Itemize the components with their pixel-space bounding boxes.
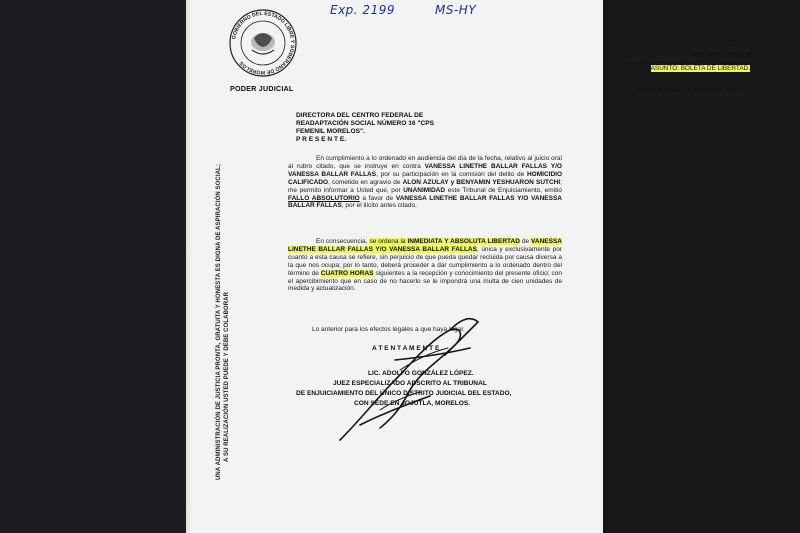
closing-line: Lo anterior para los efectos legales a que haya lugar. — [312, 326, 465, 333]
p1-text-4: ; me permito informar a Usted que, por — [288, 178, 562, 194]
p2-text-2: de — [519, 238, 532, 245]
p2-text-1: En consecuencia, — [316, 238, 370, 245]
p1-victims: ALON AZULAY y BENYAMIN YESHUARON SUTCHI — [402, 178, 561, 186]
p1-text-2: , por su participación en la comisión del delito de — [376, 170, 527, 178]
background-right — [600, 0, 800, 533]
background-left — [0, 0, 200, 533]
sidebar-motto-line2: A SU REALIZACIÓN USTED PUEDE Y DEBE COLABORAR — [224, 291, 231, 462]
signature-atentamente: A T E N T A M E N T E — [372, 345, 440, 352]
asunto — [651, 65, 750, 72]
p1-text-1: En cumplimiento a lo ordenado en audiencia del día de la fecha, relativo al juicio oral al rubro citado, que se instruye en contra — [288, 155, 562, 170]
svg-text:GOBIERNO DEL ESTADO LIBRE Y SO: GOBIERNO DEL ESTADO LIBRE Y SOBERANO DE MORELOS — [231, 10, 296, 76]
sidebar-motto — [215, 120, 232, 480]
asunto-text: ASUNTO: BOLETA DE LIBERTAD. — [650, 65, 750, 72]
state-seal-logo — [228, 8, 298, 78]
handwritten-note: MS-HY — [435, 3, 477, 17]
p1-text-3: , cometido en agravio de — [328, 178, 403, 186]
signer-role-line3: CON SEDE EN JOJUTLA, MORELOS. — [354, 400, 471, 407]
p1-unanimity: UNANIMIDAD — [403, 186, 446, 194]
p2-deadline: CUATRO HORAS — [320, 269, 374, 277]
p1-defendant: VANESSA LINETHE BALLAR FALLAS Y/O VANESSA BALLAR FALLAS — [288, 162, 562, 178]
p1-text-7: , por el ilícito antes citado. — [341, 202, 417, 210]
paragraph-libertad — [288, 238, 562, 293]
document-date: Jojutla, Morelos, 11 de octubre de 2024. — [636, 91, 750, 98]
sidebar-motto-line1: UNA ADMINISTRACIÓN DE JUSTICIA PRONTA, GRATUITA Y HONESTA ES DIGNA DE ASPIRACIÓN SOCIAL; — [216, 164, 222, 480]
signer-role-line2: DE ENJUICIAMIENTO DEL ÚNICO DISTRITO JUDICIAL DEL ESTADO, — [296, 390, 512, 397]
carpeta-administrativa: CARPETA ADMINISTRATIVA: JOJ/019/2023 — [623, 56, 750, 63]
p1-text-5: este Tribunal de Enjuiciamiento, emitió — [445, 186, 562, 194]
p2-defendant: VANESSA LINETHE BALLAR FALLAS Y/O VANESSA BALLAR FALLAS — [288, 238, 562, 253]
oficio-number: Oficio Núm. 07874/24 — [688, 47, 750, 54]
addressee-block — [296, 112, 434, 144]
p2-highlight-1: se ordena la — [369, 238, 408, 245]
p1-verdict: FALLO ABSOLUTORIO — [288, 194, 360, 202]
p1-text-6: a favor de — [359, 194, 396, 202]
p2-text-4: siguientes a la recepción y conocimiento del presente oficio; con el apercibimiento que en caso de no hacerlo se le impondrá una multa de cien unidades de medida y actualización. — [288, 269, 562, 293]
handwritten-expediente: Exp. 2199 — [330, 3, 395, 17]
addressee-line3: FEMENIL MORELOS". — [296, 128, 365, 135]
handwritten-signature — [320, 300, 520, 450]
institution-label: PODER JUDICIAL — [230, 84, 294, 93]
paragraph-fallo — [288, 155, 562, 210]
addressee-line4: P R E S E N T E. — [296, 136, 347, 143]
addressee-line2: READAPTACIÓN SOCIAL NÚMERO 16 "CPS — [296, 120, 435, 127]
addressee-line1: DIRECTORA DEL CENTRO FEDERAL DE — [296, 112, 424, 119]
p1-defendant-2: VANESSA LINETHE BALLAR FALLAS Y/O VANESSA BALLAR FALLAS — [288, 194, 562, 210]
p1-crime: HOMICIDIO CALIFICADO — [288, 170, 563, 186]
p2-release-order: INMEDIATA Y ABSOLUTA LIBERTAD — [407, 238, 520, 245]
p2-text-3: , única y exclusivamente por cuanto a esta causa se refiere, sin perjuicio de que pueda quedar recluida por causa diversa a la que nos ocupa; por lo tanto, deberá proceder a dar cumplimiento a lo ordenado dentro del término de — [288, 245, 562, 277]
signer-role-line1: JUEZ ESPECIALIZADO ADSCRITO AL TRIBUNAL — [333, 380, 487, 387]
signer-name: LIC. ADOLFO GONZÁLEZ LÓPEZ. — [368, 370, 474, 377]
